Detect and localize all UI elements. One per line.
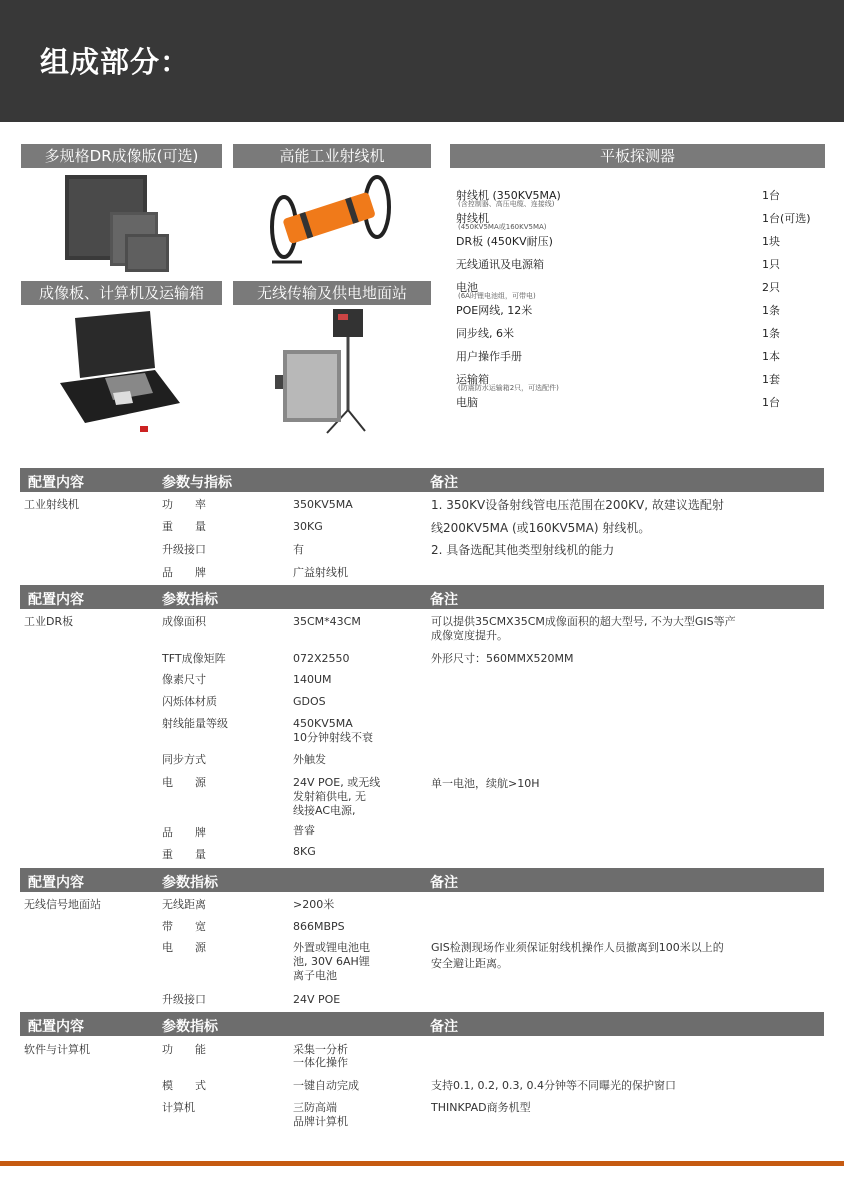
- ground-station-image: [265, 305, 385, 437]
- section-name: 无线信号地面站: [24, 898, 101, 911]
- list-item: 用户操作手册 1本: [456, 350, 780, 363]
- note-text: 1. 350KV设备射线管电压范围在200KV, 故建议选配射: [431, 498, 724, 512]
- photo-label-ground-station: 无线传输及供电地面站: [233, 281, 431, 305]
- page-title: 组成部分：: [40, 45, 191, 79]
- param-value: 有: [293, 543, 304, 556]
- xray-machine-image: [262, 172, 412, 272]
- param-value-line2: 10分钟射线不衰: [293, 731, 373, 744]
- col-header-notes: 备注: [430, 875, 458, 891]
- param-value-line3: 离子电池: [293, 969, 337, 982]
- param-value: 采集一分析: [293, 1043, 348, 1056]
- section-name: 软件与计算机: [24, 1043, 90, 1056]
- note-text: 可以提供35CMX35CM成像面积的超大型号, 不为大型GIS等产: [431, 615, 736, 628]
- param-label: 计算机: [162, 1101, 195, 1114]
- list-item: 同步线, 6米 1条: [456, 327, 780, 340]
- photo-label-case: 成像板、计算机及运输箱: [21, 281, 222, 305]
- section-header-dr: [20, 585, 824, 609]
- param-label: 电 源: [162, 776, 206, 789]
- param-value-line2: 品牌计算机: [293, 1115, 348, 1128]
- param-value: 外置或锂电池电: [293, 941, 370, 954]
- param-label: 升级接口: [162, 543, 206, 556]
- param-value: 8KG: [293, 845, 316, 858]
- col-header-notes: 备注: [430, 1019, 458, 1035]
- detector-label: 平板探测器: [450, 144, 825, 168]
- param-value: 30KG: [293, 520, 323, 533]
- note-text: GIS检测现场作业须保证射线机操作人员撤离到100米以上的: [431, 941, 724, 954]
- list-item: POE网线, 12米 1条: [456, 304, 780, 317]
- param-value: 450KV5MA: [293, 717, 353, 730]
- param-label: 射线能量等级: [162, 717, 228, 730]
- param-label: 重 量: [162, 848, 206, 861]
- list-item: 电脑 1台: [456, 396, 780, 409]
- note-text: 支持0.1, 0.2, 0.3, 0.4分钟等不同曝光的保护窗口: [431, 1079, 676, 1092]
- param-value-line2: 池, 30V 6AH锂: [293, 955, 370, 968]
- param-label: TFT成像矩阵: [162, 652, 226, 665]
- param-value-line3: 线接AC电源,: [293, 804, 356, 817]
- param-value: 350KV5MA: [293, 498, 353, 511]
- list-item: 运输箱 (防震防水运输箱2只，可选配件) 1套: [456, 373, 780, 392]
- param-label: 功 能: [162, 1043, 206, 1056]
- param-value: 24V POE: [293, 993, 341, 1006]
- note-text: 2. 具备选配其他类型射线机的能力: [431, 543, 615, 557]
- note-text: 线200KV5MA (或160KV5MA) 射线机。: [431, 521, 651, 535]
- photo-label-dr-plate: 多规格DR成像版(可选): [21, 144, 222, 168]
- param-value: 外触发: [293, 753, 326, 766]
- list-item: 无线通讯及电源箱 1只: [456, 258, 780, 271]
- param-label: 重 量: [162, 520, 206, 533]
- param-label: 电 源: [162, 941, 206, 954]
- section-header-software: [20, 1012, 824, 1036]
- param-label: 成像面积: [162, 615, 206, 628]
- section-name: 工业射线机: [24, 498, 79, 511]
- col-header-params: 参数指标: [162, 1019, 218, 1035]
- param-label: 像素尺寸: [162, 673, 206, 686]
- section-header-station: [20, 868, 824, 892]
- param-value: GDOS: [293, 695, 326, 708]
- list-item: DR板 (450KV耐压) 1块: [456, 235, 780, 248]
- col-header-params: 参数指标: [162, 875, 218, 891]
- note-text: 单一电池，续航>10H: [431, 777, 540, 790]
- note-text: THINKPAD商务机型: [431, 1101, 531, 1114]
- param-value: 866MBPS: [293, 920, 345, 933]
- col-header-config: 配置内容: [28, 475, 84, 491]
- note-text: 安全避让距离。: [431, 957, 508, 970]
- param-label: 升级接口: [162, 993, 206, 1006]
- col-header-config: 配置内容: [28, 1019, 84, 1035]
- dr-plates-image: [60, 172, 180, 274]
- col-header-config: 配置内容: [28, 875, 84, 891]
- list-item: 射线机 (350KV5MA) (含控制器、高压电缆、连接线) 1台: [456, 189, 780, 208]
- note-text: 外形尺寸：560MMX520MM: [431, 652, 574, 665]
- col-header-params: 参数指标: [162, 592, 218, 608]
- param-value: 广益射线机: [293, 566, 348, 579]
- param-label: 品 牌: [162, 566, 206, 579]
- footer-accent-line: [0, 1161, 844, 1166]
- param-label: 无线距离: [162, 898, 206, 911]
- param-value: 072X2550: [293, 652, 350, 665]
- param-label: 模 式: [162, 1079, 206, 1092]
- param-label: 品 牌: [162, 826, 206, 839]
- param-value: 一键自动完成: [293, 1079, 359, 1092]
- param-value-line2: 发射箱供电, 无: [293, 790, 366, 803]
- transport-case-image: [55, 308, 185, 438]
- page-header: [0, 0, 844, 122]
- photo-label-xray-machine: 高能工业射线机: [233, 144, 431, 168]
- param-value: >200米: [293, 898, 335, 911]
- param-label: 同步方式: [162, 753, 206, 766]
- param-value-line2: 一体化操作: [293, 1056, 348, 1069]
- list-item: 射线机 (450KV5MA或160KV5MA) 1台(可选): [456, 212, 811, 231]
- param-value: 三防高端: [293, 1101, 337, 1114]
- param-value: 35CM*43CM: [293, 615, 361, 628]
- param-value: 普睿: [293, 824, 315, 837]
- param-value: 140UM: [293, 673, 332, 686]
- col-header-config: 配置内容: [28, 592, 84, 608]
- parts-list: [456, 185, 826, 415]
- param-value: 24V POE, 或无线: [293, 776, 381, 789]
- param-label: 功 率: [162, 498, 206, 511]
- col-header-params: 参数与指标: [162, 475, 232, 491]
- param-label: 闪烁体材质: [162, 695, 217, 708]
- section-header-xray: [20, 468, 824, 492]
- param-label: 带 宽: [162, 920, 206, 933]
- note-text: 成像宽度提升。: [431, 629, 508, 642]
- section-name: 工业DR板: [24, 615, 74, 628]
- col-header-notes: 备注: [430, 475, 458, 491]
- list-item: 电池 (6A时锂电池组，可带电) 2只: [456, 281, 780, 300]
- col-header-notes: 备注: [430, 592, 458, 608]
